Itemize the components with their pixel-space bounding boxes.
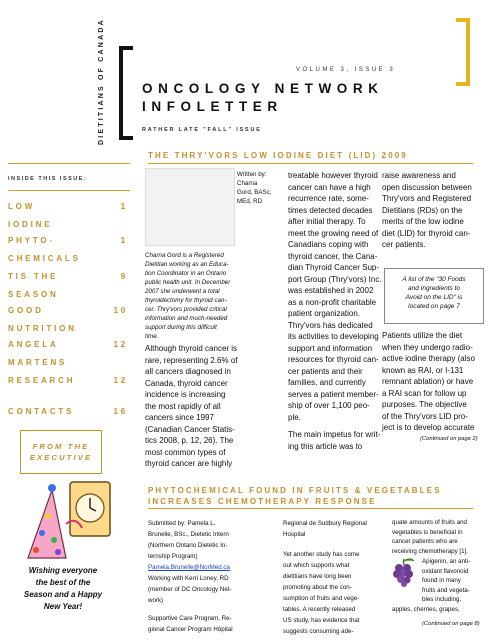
organization-vertical: DIETITIANS OF CANADA [98, 18, 105, 145]
toc-page-number: 10 [113, 306, 128, 315]
toc-item-tis-the-season[interactable]: TIS THE SEASON 9 [8, 268, 128, 304]
left-bracket-decoration [119, 46, 133, 140]
grapes-illustration [390, 557, 418, 587]
toc-item-research[interactable]: RESEARCH 12 [8, 372, 128, 390]
article1-column-2: treatable however thyroid cancer can have a high recurrence rate, some- times detected decades after initial therapy. To meet the growing need of Canadians coping with thyroid cancer, the Cana- dian Thyroid Cancer Sup- port Group (Thry'vors) Inc. was established in 2002 as a non-profit charitable patient organization. Thry'vors has dedicated its activities to developing support and information resources for thyroid can- cer patients and their families, and currently serves a patient member- ship of over 1,100 peo- ple. The main impetus for writ- ing this article was to [288, 171, 382, 451]
article1-column-3b: Patients utilize the diet when they undergo radio- active iodine therapy (also known as RAI, or I-131 remnant ablation) or have a RAI scan for follow up purposes. The objective of the Thry'vors LID pro- ject is to develop accurate [382, 331, 475, 432]
article2-column-3: quate amounts of fruits and vegetables is beneficial in cancer patients who are receiving chemotherapy [1]. [392, 519, 469, 555]
toc-rule [8, 190, 130, 191]
article1-title: THE THRY'VORS LOW IODINE DIET (LID) 2009 [148, 151, 408, 160]
clock-party-hat-illustration [22, 478, 122, 562]
toc-item-angela-martens[interactable]: ANGELA MARTENS 12 [8, 336, 128, 372]
season-greeting: Wishing everyone the best of the Season and a Happy New Year! [23, 566, 103, 611]
volume-issue: VOLUME 3, ISSUE 3 [296, 67, 396, 73]
article2-rule [148, 508, 473, 509]
article1-continued-link[interactable]: (Continued on page 2) [420, 436, 478, 442]
article1-column-3a: raise awareness and open discussion between Thry'vors and Registered Dietitians (RDs) on the merits of the low iodine diet (LID) for thyroid can- cer patients. [382, 171, 472, 249]
article1-column-1: Although thyroid cancer is rare, representing 2.6% of all cancers diagnosed in Canada, thyroid cancer incidence is increasing the most rapidly of all cancers since 1997 (Canadian Cancer Statis- tics 2008, p. 12, 26). The most common types of thyroid cancer are highly [145, 344, 238, 468]
toc-item-good-nutrition[interactable]: GOOD NUTRITION 10 [8, 302, 128, 338]
foods-to-avoid-callout: A list of the "30 Foods and Ingredients to Avoid on the LID" is located on page 7 [384, 268, 484, 324]
title-line-2: INFOLETTER [142, 99, 283, 114]
author-photo [145, 168, 235, 246]
toc-page-number: 9 [120, 272, 128, 281]
title-line-1: ONCOLOGY NETWORK [142, 81, 384, 96]
author-bio: Charna Gord is a Registered Dietitian working as an Educa- tion Coordinator in an Ontario public health unit. In December 2007 she underwent a total thyroidectomy for thyroid can- cer. Thry'vors provided critical information and much-needed support during this difficult time. [145, 252, 231, 340]
toc-item-contacts[interactable]: CONTACTS 16 [8, 403, 128, 421]
toc-page-number: 12 [113, 340, 128, 349]
sidebar-top-rule [8, 163, 130, 164]
toc-item-phytochemicals[interactable]: PHYTO- CHEMICALS 1 [8, 232, 128, 268]
toc-page-number: 12 [113, 376, 128, 385]
article2-column-2: Regional de Sudbury Regional Hospital Yet another study has come out which supports what dietitians have long been promoting about the con- sumption of fruits and vege- tables. A recently released US study, has evidence that suggests consuming ade- [283, 520, 367, 635]
issue-subtitle: RATHER LATE "FALL" ISSUE [142, 127, 262, 133]
newsletter-title [142, 80, 384, 116]
article1-rule [148, 163, 473, 164]
toc-page-number: 16 [113, 407, 128, 416]
from-the-executive-box: FROM THE EXECUTIVE [20, 430, 102, 474]
toc-page-number: 1 [120, 202, 128, 211]
article2-continued-link[interactable]: (Continued on page 8) [422, 621, 480, 627]
article2-column-1: Submitted by: Pamela L. Brunelle, BSc., Dietetic Intern (Northern Ontario Dietetic In- ternship Program) Pamela.Brunelle@NorMed.ca Working with Kerri Loney, RD (member of DC Oncology Net- work) Supportive Care Program, Re- gional Cancer Program Hôpital [148, 518, 273, 635]
article1-byline: Written by: Charna Gord, BASc, MEd, RD [237, 171, 272, 205]
toc-heading: INSIDE THIS ISSUE: [8, 176, 88, 182]
author-email-link[interactable]: Pamela.Brunelle@NorMed.ca [148, 564, 230, 571]
right-bracket-decoration [456, 18, 470, 86]
article2-title: PHYTOCHEMICAL FOUND IN FRUITS & VEGETABLES INCREASES CHEMOTHERAPY RESPONSE [148, 486, 442, 506]
article2-column-3-last: apples, cherries, grapes, [392, 606, 460, 613]
toc-item-low-iodine[interactable]: LOW IODINE 1 [8, 198, 128, 234]
toc-page-number: 1 [120, 236, 128, 245]
article2-column-3-wrap: Apigenin, an anti- oxidant flavonoid found in many fruits and vegeta- bles including, [422, 558, 471, 604]
